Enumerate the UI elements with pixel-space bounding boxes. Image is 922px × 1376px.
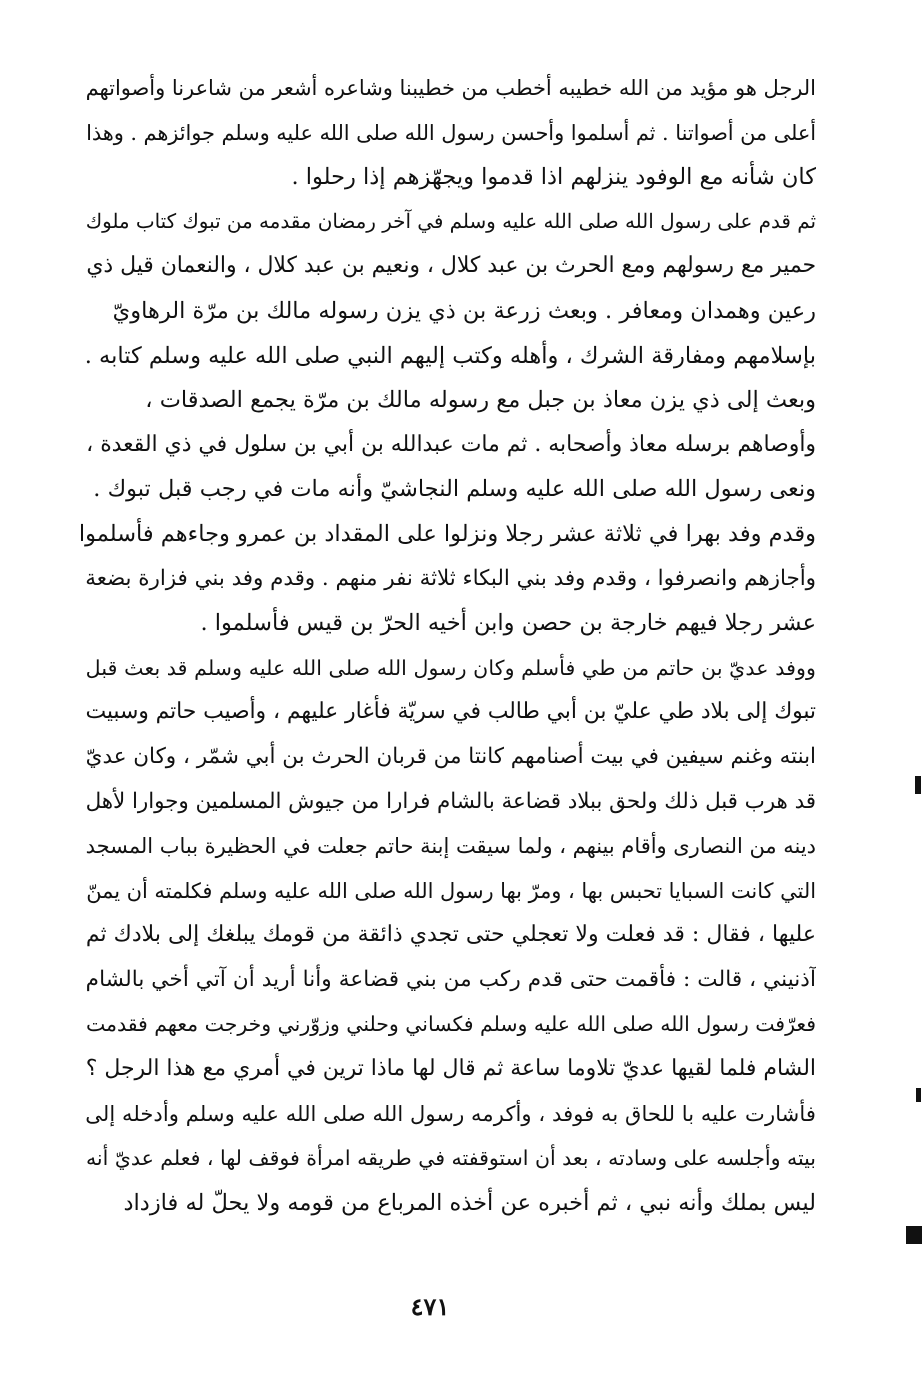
- text-line: ابنته وغنم سيفين في بيت أصنامهم كانتا من قربان الحرث بن أبي شمّر ، وكان عديّ: [85, 743, 816, 769]
- scan-edge-mark: [915, 776, 921, 794]
- text-line: حمير مع رسولهم ومع الحرث بن عبد كلال ، ونعيم بن عبد كلال ، والنعمان قيل ذي: [86, 253, 816, 279]
- text-line: بيته وأجلسه على وسادته ، بعد أن استوقفته في طريقه امرأة فوقف لها ، فعلم عديّ أنه: [85, 1146, 816, 1171]
- text-line: تبوك إلى بلاد طي عليّ بن أبي طالب في سريّة فأغار عليهم ، وأصيب حاتم وسبيت: [85, 699, 816, 725]
- text-line: بإسلامهم ومفارقة الشرك ، وأهله وكتب إليهم النبي صلى الله عليه وسلم كتابه .: [84, 342, 816, 369]
- scan-edge-mark: [906, 1226, 922, 1244]
- paragraph-1: [74, 66, 816, 200]
- text-line: كان شأنه مع الوفود ينزلهم اذا قدموا ويجهّزهم إذا رحلوا .: [291, 164, 816, 191]
- text-line: أعلى من أصواتنا . ثم أسلموا وأحسن رسول الله صلى الله عليه وسلم جوائزهم . وهذا: [86, 120, 816, 145]
- body-text: [74, 66, 816, 1225]
- page-number: ٤٧١: [410, 1292, 450, 1321]
- text-line: فأشارت عليه با للحاق به فوفد ، وأكرمه رسول الله صلى الله عليه وسلم وأدخله إلى: [85, 1100, 816, 1126]
- paragraph-3: [74, 512, 816, 646]
- text-line: التي كانت السبايا تحبس بها ، ومرّ بها رسول الله صلى الله عليه وسلم فكلمته أن يمنّ: [86, 878, 816, 903]
- text-line: وأوصاهم برسله معاذ وأصحابه . ثم مات عبدالله بن أبي بن سلول في ذي القعدة ،: [86, 431, 816, 457]
- text-line: قد هرب قبل ذلك ولحق ببلاد قضاعة بالشام فرارا من جيوش المسلمين وجوارا لأهل: [85, 788, 816, 814]
- paragraph-2: [74, 200, 816, 512]
- text-line: ليس بملك وأنه نبي ، ثم أخبره عن أخذه المرباع من قومه ولا يحلّ له فازداد: [123, 1189, 816, 1216]
- text-line: الرجل هو مؤيد من الله خطيبه أخطب من خطيبنا وشاعره أشعر من شاعرنا وأصواتهم: [85, 76, 816, 100]
- text-line: رعين وهمدان ومعافر . وبعث زرعة بن ذي يزن رسوله مالك بن مرّة الرهاويّ: [112, 297, 816, 324]
- text-line: دينه من النصارى وأقام بينهم ، ولما سيقت إبنة حاتم جعلت في الحظيرة بباب المسجد: [85, 834, 816, 859]
- text-line: ثم قدم على رسول الله صلى الله عليه وسلم في آخر رمضان مقدمه من تبوك كتاب ملوك: [85, 209, 816, 233]
- text-line: فعرّفت رسول الله صلى الله عليه وسلم فكساني وحلني وزوّرني وخرجت معهم فقدمت: [85, 1012, 816, 1037]
- text-line: عشر رجلا فيهم خارجة بن حصن وابن أخيه الحرّ بن قيس فأسلموا .: [200, 610, 816, 637]
- text-line: عليها ، فقال : قد فعلت ولا تعجلي حتى تجدي ذائقة من قومك يبلغك إلى بلادك ثم: [85, 922, 816, 948]
- text-line: وقدم وفد بهرا في ثلاثة عشر رجلا ونزلوا على المقداد بن عمرو وجاءهم فأسلموا: [78, 520, 816, 547]
- paragraph-4: [74, 646, 816, 1226]
- text-line: وبعث إلى ذي يزن معاذ بن جبل مع رسوله مالك بن مرّة يجمع الصدقات ،: [145, 387, 816, 414]
- text-line: ووفد عديّ بن حاتم من طي فأسلم وكان رسول الله صلى الله عليه وسلم قد بعث قبل: [85, 655, 816, 680]
- text-line: ونعى رسول الله صلى الله عليه وسلم النجاشيّ وأنه مات في رجب قبل تبوك .: [93, 476, 816, 503]
- text-line: الشام فلما لقيها عديّ تلاوما ساعة ثم قال لها ماذا ترين في أمري مع هذا الرجل ؟: [85, 1056, 816, 1082]
- scan-edge-mark: [916, 1088, 921, 1102]
- text-line: وأجازهم وانصرفوا ، وقدم وفد بني البكاء ثلاثة نفر منهم . وقدم وفد بني فزارة بضعة: [85, 565, 816, 591]
- text-line: آذنيني ، قالت : فأقمت حتى قدم ركب من بني قضاعة وأنا أريد أن آتي أخي بالشام: [85, 966, 816, 992]
